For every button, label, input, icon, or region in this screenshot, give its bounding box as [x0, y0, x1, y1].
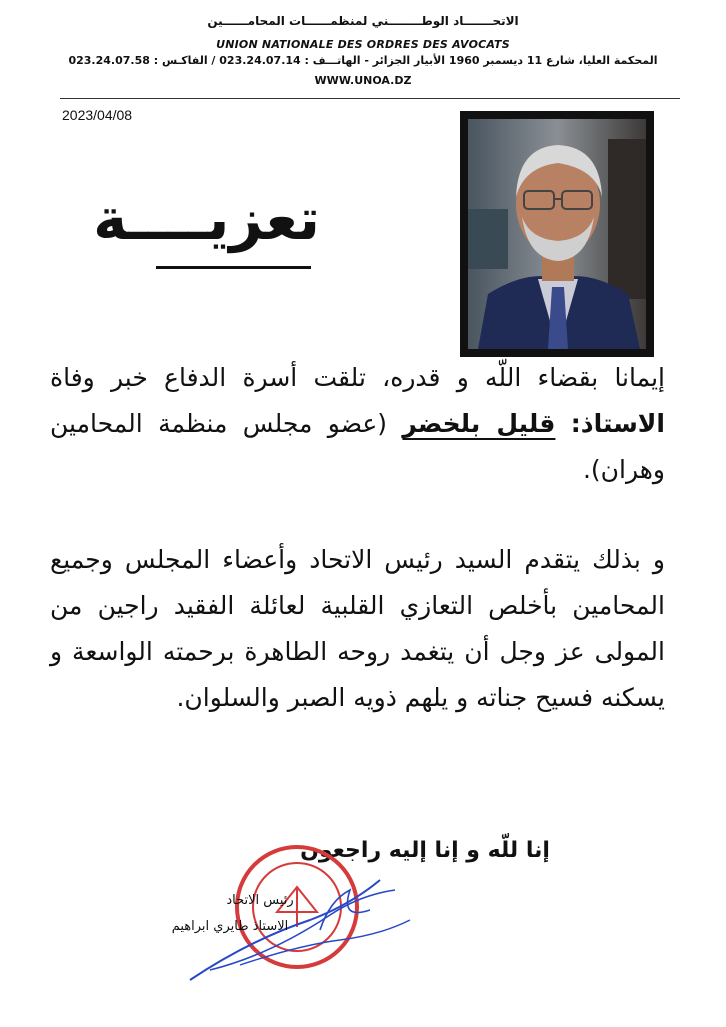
deceased-name: قليل بلخضر — [402, 409, 556, 438]
p1-opening: إيمانا بقضاء اللّه و قدره، تلقت أسرة الدفاع خبر وفاة — [50, 363, 665, 392]
signatory-name: الاستاذ طايري ابراهيم — [171, 919, 289, 934]
body-paragraph-2: و بذلك يتقدم السيد رئيس الاتحاد وأعضاء المجلس وجميع المحامين بأخلص التعازي القلبية لعائلة الفقيد راجين من المولى عز وجل أن يتغمد روحه الطاهرة برحمته الواسعة و يسكنه فسيح جناته و يلهم ذويه الصبر والسلوان. — [50, 545, 665, 712]
org-address: المحكمة العليا، شارع 11 ديسمبر 1960 الأبيار الجزائر - الهاتـــف : 023.24.07.14 / الفاكـس : 023.24.07.58 — [68, 54, 658, 67]
document-date: 2023/04/08 — [62, 107, 133, 123]
p1-title-prefix: الاستاذ: — [570, 409, 665, 438]
portrait-image — [468, 119, 646, 349]
document-title: تعزيــــة — [93, 185, 320, 253]
closing-phrase: إنا للّه و إنا إليه راجعون — [300, 838, 550, 863]
signatory-role: رئيس الاتحاد — [226, 893, 294, 908]
org-name-french: UNION NATIONALE DES ORDRES DES AVOCATS — [216, 38, 510, 51]
body-paragraph-1 — [50, 355, 665, 493]
org-name-arabic: الاتحـــــــاد الوطــــــــني لمنظمــــــات المحامــــــين — [207, 14, 519, 28]
title-underline — [156, 266, 311, 269]
header-divider — [60, 98, 680, 99]
portrait-photo — [460, 111, 654, 357]
org-website: WWW.UNOA.DZ — [314, 74, 412, 87]
p1-closing: (عضو مجلس منظمة المحامين وهران). — [50, 409, 665, 484]
